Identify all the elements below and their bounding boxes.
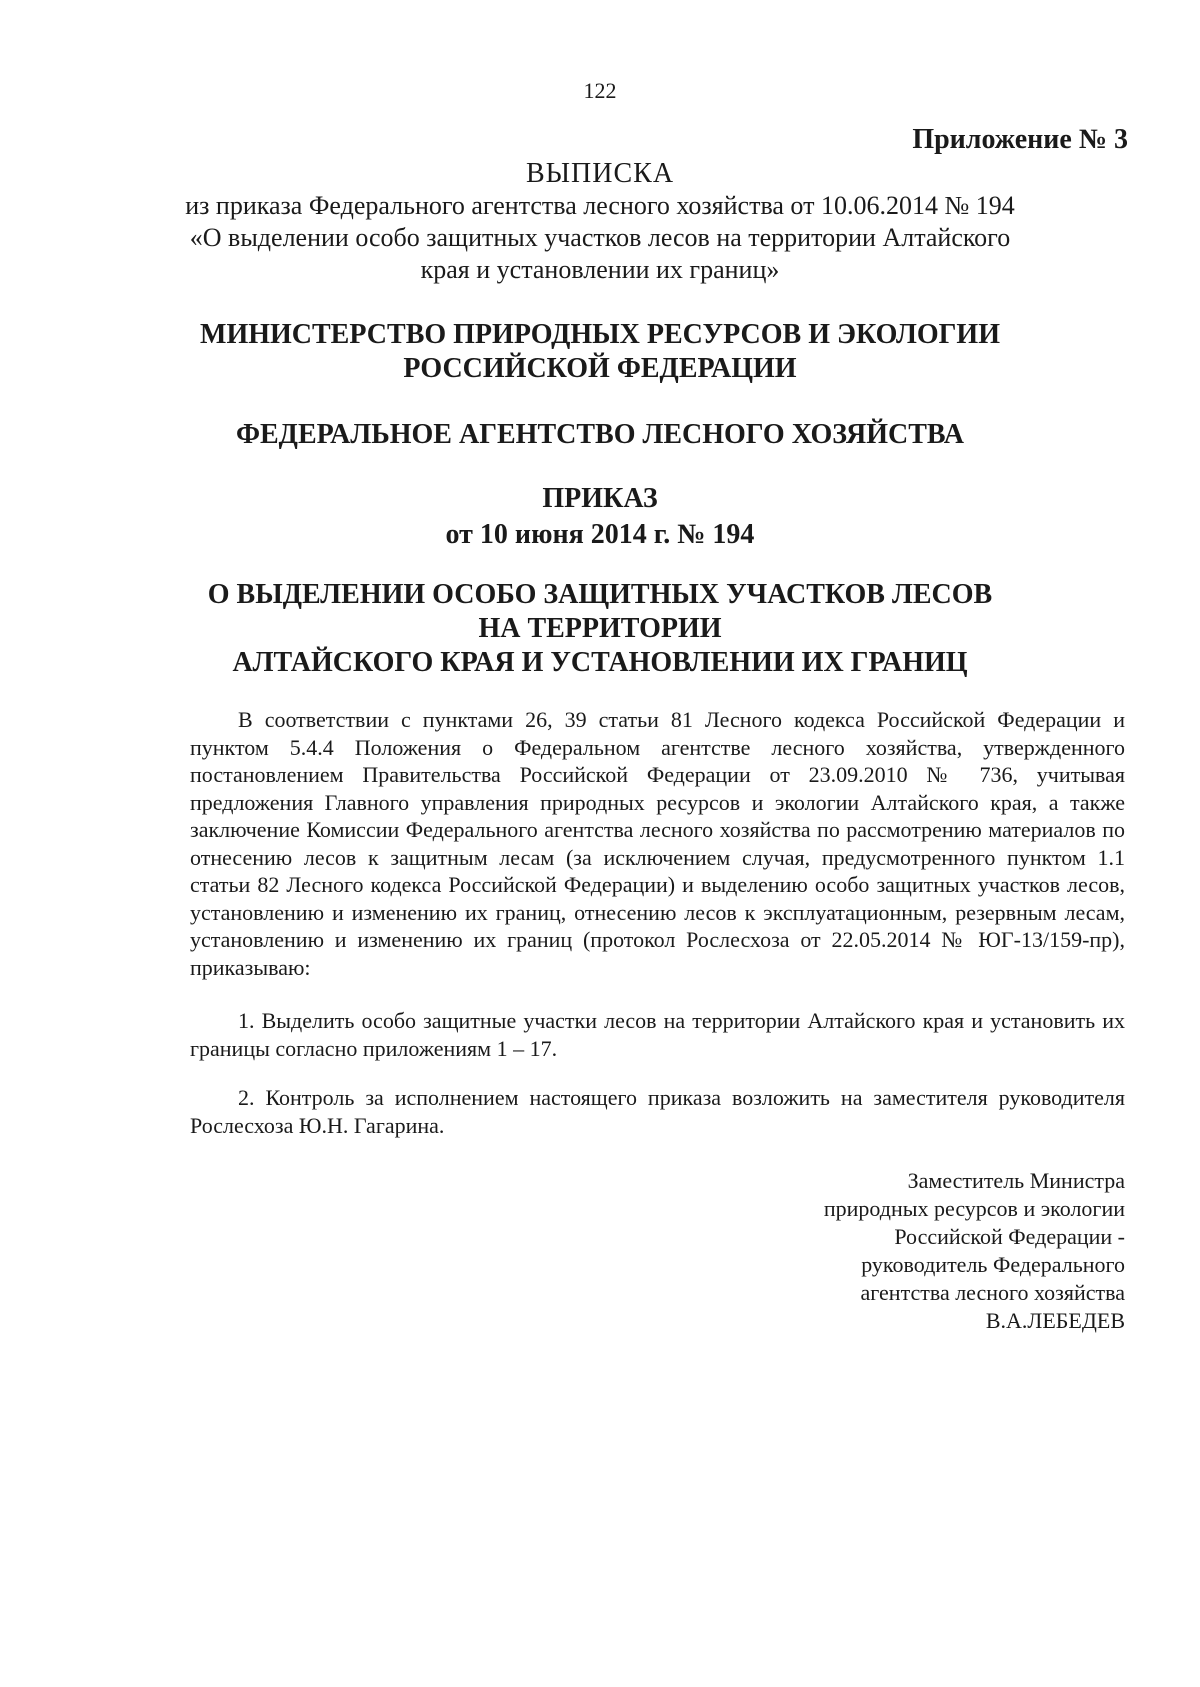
signature-line-2: природных ресурсов и экологии (823, 1196, 1125, 1221)
signatory-name: В.А.ЛЕБЕДЕВ (985, 1308, 1125, 1333)
subject-line-2: НА ТЕРРИТОРИИ (478, 613, 722, 644)
subject-line-3: АЛТАЙСКОГО КРАЯ И УСТАНОВЛЕНИИ ИХ ГРАНИЦ (232, 647, 968, 678)
order-item-2: 2. Контроль за исполнением настоящего приказа возложить на заместителя руководителя Рослесхоза Ю.Н. Гагарина. (190, 1085, 1125, 1138)
ministry-line-2: РОССИЙСКОЙ ФЕДЕРАЦИИ (403, 353, 797, 384)
signature-line-5: агентства лесного хозяйства (860, 1280, 1125, 1305)
signature-line-4: руководитель Федерального (861, 1252, 1125, 1277)
extract-line-1: из приказа Федерального агентства лесного хозяйства от 10.06.2014 № 194 (185, 191, 1015, 220)
extract-line-3: края и установлении их границ» (420, 255, 780, 284)
signature-line-3: Российской Федерации - (894, 1224, 1125, 1249)
signature-line-1: Заместитель Министра (907, 1168, 1125, 1193)
extract-title: ВЫПИСКА (525, 158, 675, 189)
extract-line-2: «О выделении особо защитных участков лесов на территории Алтайского (189, 223, 1011, 252)
order-title: ПРИКАЗ (542, 483, 658, 514)
ministry-heading (150, 318, 1050, 386)
appendix-label: Приложение № 3 (912, 124, 1128, 155)
subject-line-1: О ВЫДЕЛЕНИИ ОСОБО ЗАЩИТНЫХ УЧАСТКОВ ЛЕСОВ (207, 579, 993, 610)
extract-header (150, 158, 1050, 286)
preamble-paragraph: В соответствии с пунктами 26, 39 статьи 81 Лесного кодекса Российской Федерации и пунктом 5.4.4 Положения о Федеральном агентстве лесного хозяйства, утвержденного постановлением Правительства Российской Федерации от 23.09.2010 № 736, учитывая предложения Главного управления природных ресурсов и экологии Алтайского края, а также заключение Комиссии Федерального агентства лесного хозяйства по рассмотрению материалов по отнесению лесов к защитным лесам (за исключением случая, предусмотренного пунктом 1.1 статьи 82 Лесного кодекса Российской Федерации) и выделению особо защитных участков лесов, установлению и изменению их границ, отнесению лесов к эксплуатационным, резервным лесам, установлению и изменению их границ (протокол Рослесхоза от 22.05.2014 № ЮГ-13/159-пр), приказываю: (190, 707, 1125, 980)
order-item-1: 1. Выделить особо защитные участки лесов на территории Алтайского края и установить их границы согласно приложениям 1 – 17. (190, 1008, 1125, 1061)
agency-heading: ФЕДЕРАЛЬНОЕ АГЕНТСТВО ЛЕСНОГО ХОЗЯЙСТВА (235, 419, 965, 450)
order-date: от 10 июня 2014 г. № 194 (445, 519, 755, 550)
ministry-line-1: МИНИСТЕРСТВО ПРИРОДНЫХ РЕСУРСОВ И ЭКОЛОГИИ (200, 319, 1000, 350)
signature-block (685, 1167, 1125, 1335)
order-subject (150, 578, 1050, 680)
page-number: 122 (583, 78, 617, 103)
